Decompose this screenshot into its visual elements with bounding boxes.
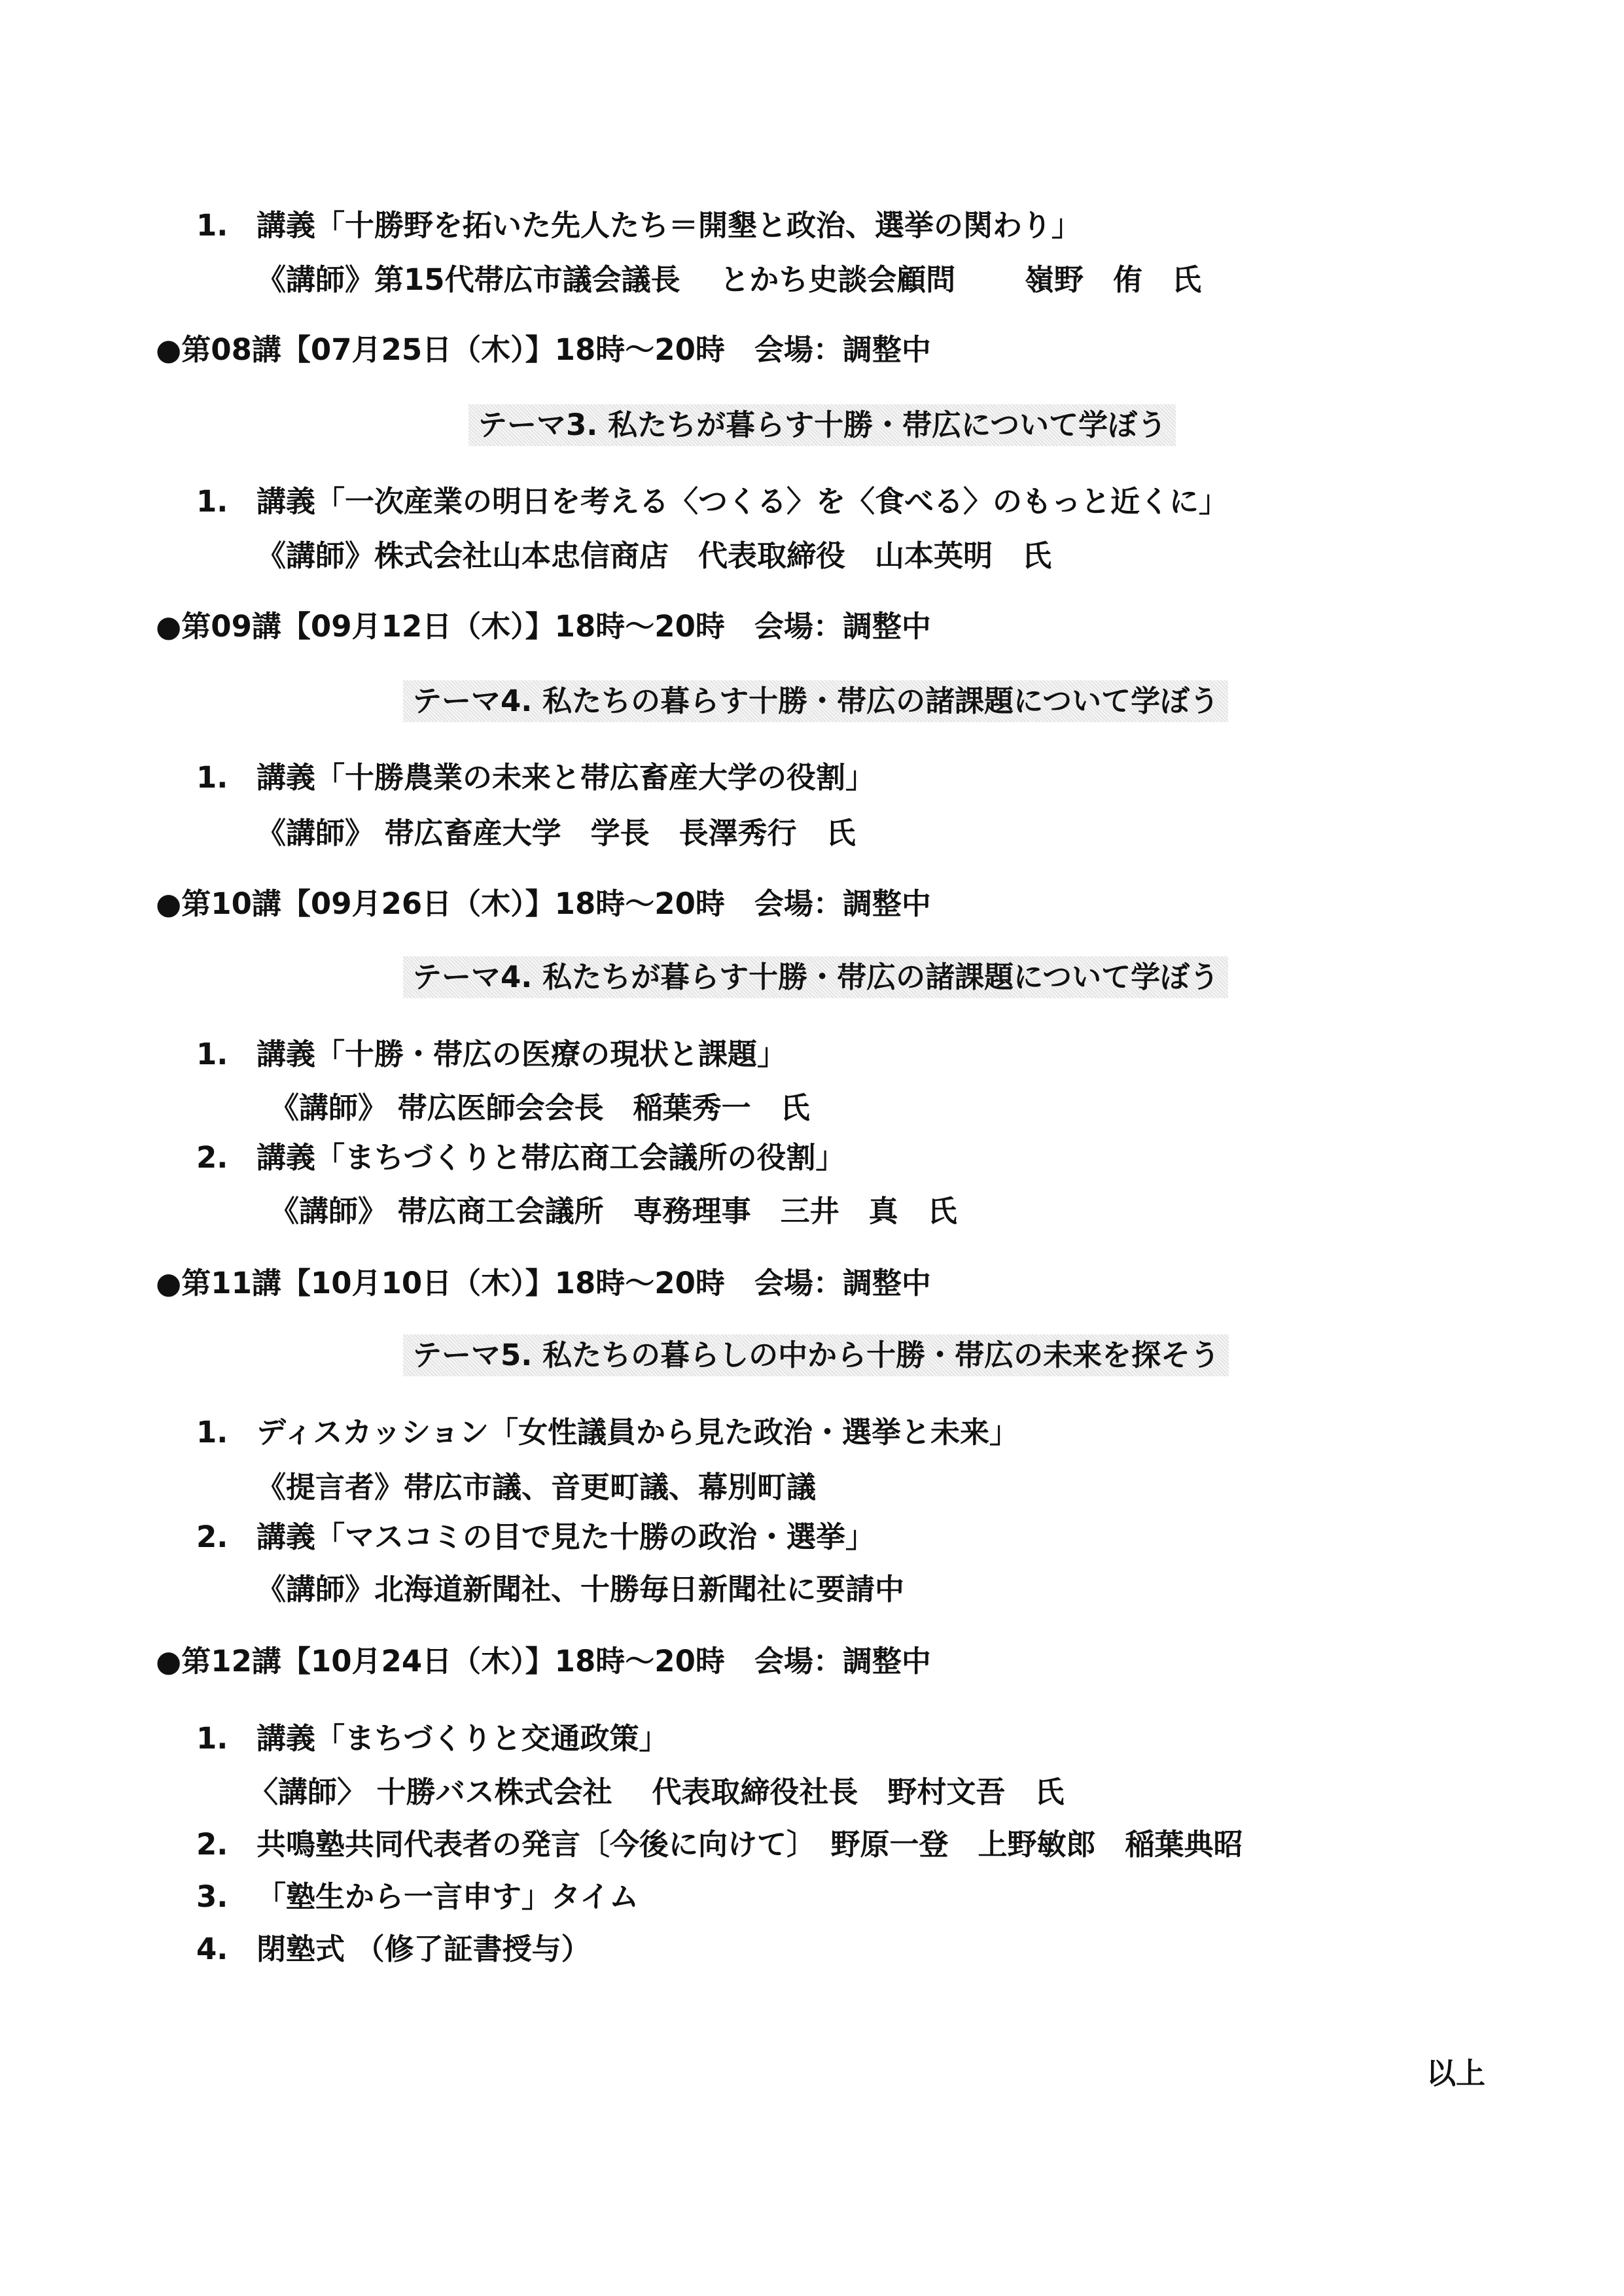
item-number: 1.	[196, 1415, 228, 1450]
session-header-08: ●第08講【07月25日（木）】18時～20時 会場：調整中	[156, 332, 931, 367]
lecture-title: 講義「一次産業の明日を考える〈つくる〉を〈食べる〉のもっと近くに」	[256, 484, 1229, 519]
session-header-10: ●第10講【09月26日（木）】18時～20時 会場：調整中	[156, 886, 931, 921]
lecturer: 《講師》 帯広医師会会長 稲葉秀一 氏	[270, 1090, 810, 1125]
item-number: 2.	[196, 1140, 228, 1175]
lecturer: 〈講師〉 十勝バス株式会社 代表取締役社長 野村文吾 氏	[249, 1775, 1065, 1809]
theme-4b: テーマ4. 私たちが暮らす十勝・帯広の諸課題について学ぼう	[403, 956, 1228, 998]
discussion-title: ディスカッション「女性議員から見た政治・選挙と未来」	[256, 1415, 1019, 1450]
lecturer: 《講師》株式会社山本忠信商店 代表取締役 山本英明 氏	[256, 538, 1052, 573]
item-number: 3.	[196, 1879, 228, 1914]
lecturer: 《講師》 帯広商工会議所 専務理事 三井 真 氏	[270, 1194, 957, 1228]
item-number: 2.	[196, 1827, 228, 1862]
theme-3: テーマ3. 私たちが暮らす十勝・帯広について学ぼう	[468, 404, 1176, 446]
item-number: 1.	[196, 1721, 228, 1756]
theme-5: テーマ5. 私たちの暮らしの中から十勝・帯広の未来を探そう	[403, 1334, 1229, 1376]
lecturer: 《講師》第15代帯広市議会議長 とかち史談会顧問 嶺野 侑 氏	[256, 262, 1201, 297]
lecture-title: 講義「十勝農業の未来と帯広畜産大学の役割」	[256, 760, 875, 795]
session-header-11: ●第11講【10月10日（木）】18時～20時 会場：調整中	[156, 1266, 931, 1300]
item-number: 1.	[196, 208, 228, 243]
item-number: 1.	[196, 760, 228, 795]
closing-ceremony: 閉塾式 （修了証書授与）	[256, 1932, 591, 1966]
lecturer: 《講師》北海道新聞社、十勝毎日新聞社に要請中	[256, 1572, 905, 1607]
lecture-title: 講義「マスコミの目で見た十勝の政治・選挙」	[256, 1520, 875, 1554]
lecture-title: 講義「十勝・帯広の医療の現状と課題」	[256, 1037, 787, 1071]
item-number: 1.	[196, 1037, 228, 1071]
panelists: 《提言者》帯広市議、音更町議、幕別町議	[256, 1470, 817, 1505]
item-number: 2.	[196, 1520, 228, 1554]
item-number: 4.	[196, 1932, 228, 1966]
session-header-09: ●第09講【09月12日（木）】18時～20時 会場：調整中	[156, 609, 931, 644]
item-number: 1.	[196, 484, 228, 519]
representatives-remarks: 共鳴塾共同代表者の発言〔今後に向けて〕 野原一登 上野敏郎 稲葉典昭	[256, 1827, 1243, 1862]
session-header-12: ●第12講【10月24日（木）】18時～20時 会場：調整中	[156, 1644, 931, 1679]
lecture-title: 講義「まちづくりと交通政策」	[256, 1721, 669, 1756]
student-time: 「塾生から一言申す」タイム	[256, 1879, 639, 1914]
lecturer: 《講師》 帯広畜産大学 学長 長澤秀行 氏	[256, 816, 856, 850]
lecture-title: 講義「十勝野を拓いた先人たち＝開墾と政治、選挙の関わり」	[256, 208, 1082, 243]
closing-mark: 以上	[1426, 2056, 1486, 2091]
theme-4a: テーマ4. 私たちの暮らす十勝・帯広の諸課題について学ぼう	[403, 680, 1228, 722]
lecture-title: 講義「まちづくりと帯広商工会議所の役割」	[256, 1140, 845, 1175]
